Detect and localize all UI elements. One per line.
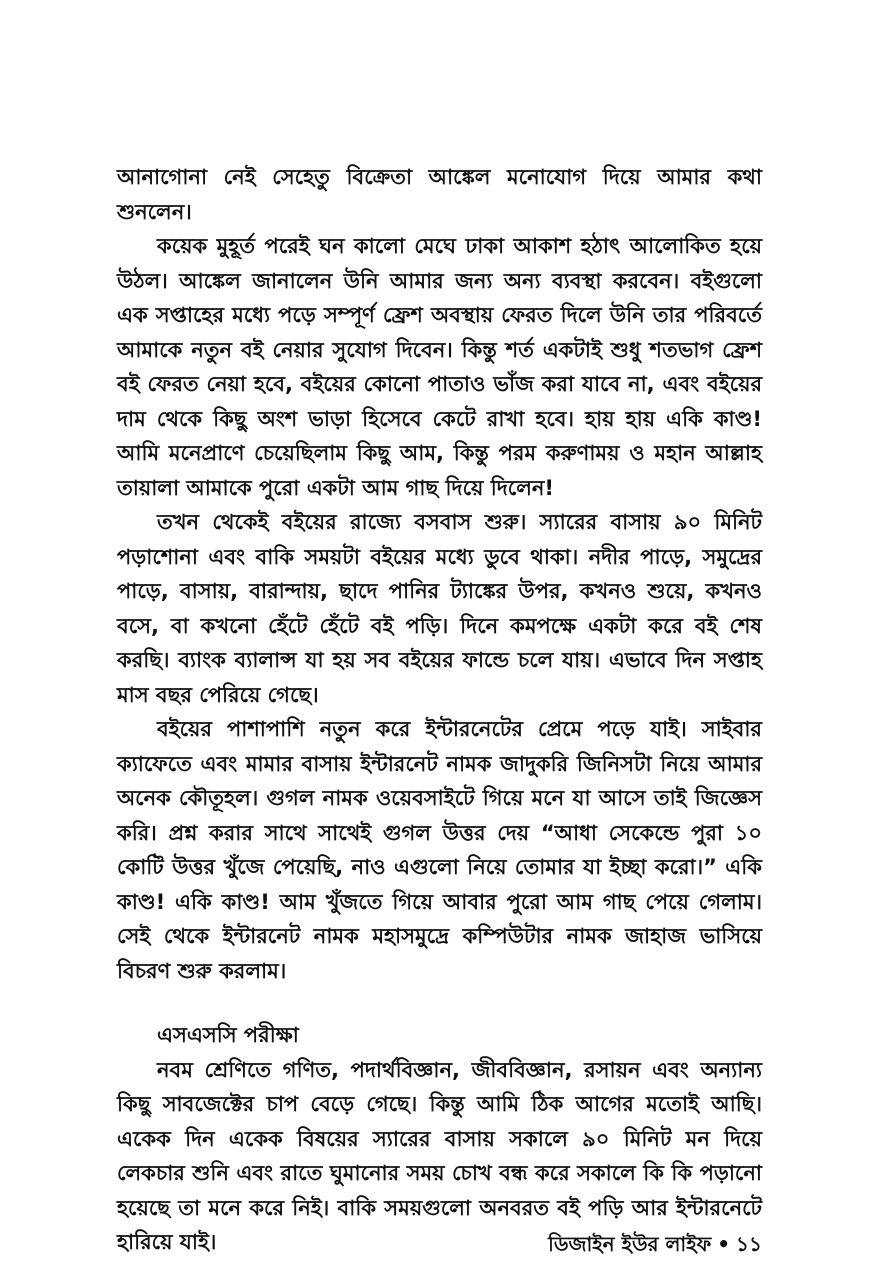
page-footer [548,1230,762,1263]
page-body [117,160,762,1260]
paragraph-4: বইয়ের পাশাপাশি নতুন করে ইন্টারনেটের প্রেমে পড়ে যাই। সাইবার ক্যাফেতে এবং মামার বাসায় ইন্টারনেট নামক জাদুকরি জিনিসটা নিয়ে আমার অনেক কৌতূহল। গুগল নামক ওয়েবসাইটে গিয়ে মনে যা আসে তাই জিজ্ঞেস করি। প্রশ্ন করার সাথে সাথেই গুগল উত্তর দেয় “আধা সেকেন্ডে পুরা ১০ কোটি উত্তর খুঁজে পেয়েছি, নাও এগুলো নিয়ে তোমার যা ইচ্ছা করো।” একি কাণ্ড! একি কাণ্ড! আম খুঁজতে গিয়ে আবার পুরো আম গাছ পেয়ে গেলাম। সেই থেকে ইন্টারনেট নামক মহাসমুদ্রে কম্পিউটার নামক জাহাজ ভাসিয়ে বিচরণ শুরু করলাম। [117,717,762,983]
paragraph-1: আনাগোনা নেই সেহেতু বিক্রেতা আঙ্কেল মনোযোগ দিয়ে আমার কথা শুনলেন। [117,165,762,224]
page-number: ১১ [736,1232,762,1256]
bullet-separator: • [717,1232,731,1256]
section-heading: এসএসসি পরীক্ষা [157,1023,299,1047]
book-title: ডিজাইন ইউর লাইফ [548,1232,712,1256]
paragraph-5: নবম শ্রেণিতে গণিত, পদার্থবিজ্ঞান, জীববিজ্ঞান, রসায়ন এবং অন্যান্য কিছু সাবজেক্টের চাপ বেড়ে গেছে। কিন্তু আমি ঠিক আগের মতোই আছি। একেক দিন একেক বিষয়ের স্যারের বাসায় সকালে ৯০ মিনিট মন দিয়ে লেকচার শুনি এবং রাতে ঘুমানোর সময় চোখ বন্ধ করে সকালে কি কি পড়ানো হয়েছে তা মনে করে নিই। বাকি সময়গুলো অনবরত বই পড়ি আর ইন্টারনেটে হারিয়ে যাই। [117,1057,762,1254]
paragraph-2: কয়েক মুহূর্ত পরেই ঘন কালো মেঘে ঢাকা আকাশ হঠাৎ আলোকিত হয়ে উঠল। আঙ্কেল জানালেন উনি আমার জন্য অন্য ব্যবস্থা করবেন। বইগুলো এক সপ্তাহের মধ্যে পড়ে সম্পূর্ণ ফ্রেশ অবস্থায় ফেরত দিলে উনি তার পরিবর্তে আমাকে নতুন বই নেয়ার সুযোগ দিবেন। কিন্তু শর্ত একটাই শুধু শতভাগ ফ্রেশ বই ফেরত নেয়া হবে, বইয়ের কোনো পাতাও ভাঁজ করা যাবে না, এবং বইয়ের দাম থেকে কিছু অংশ ভাড়া হিসেবে কেটে রাখা হবে। হায় হায় একি কাণ্ড! আমি মনেপ্রাণে চেয়েছিলাম কিছু আম, কিন্তু পরম করুণাময় ও মহান আল্লাহ তায়ালা আমাকে পুরো একটা আম গাছ দিয়ে দিলেন! [117,234,762,500]
paragraph-3: তখন থেকেই বইয়ের রাজ্যে বসবাস শুরু। স্যারের বাসায় ৯০ মিনিট পড়াশোনা এবং বাকি সময়টা বইয়ের মধ্যে ডুবে থাকা। নদীর পাড়ে, সমুদ্রের পাড়ে, বাসায়, বারান্দায়, ছাদে পানির ট্যাঙ্কের উপর, কখনও শুয়ে, কখনও বসে, বা কখনো হেঁটে হেঁটে বই পড়ি। দিনে কমপক্ষে একটা করে বই শেষ করছি। ব্যাংক ব্যালান্স যা হয় সব বইয়ের ফান্ডে চলে যায়। এভাবে দিন সপ্তাহ মাস বছর পেরিয়ে গেছে। [117,510,762,707]
